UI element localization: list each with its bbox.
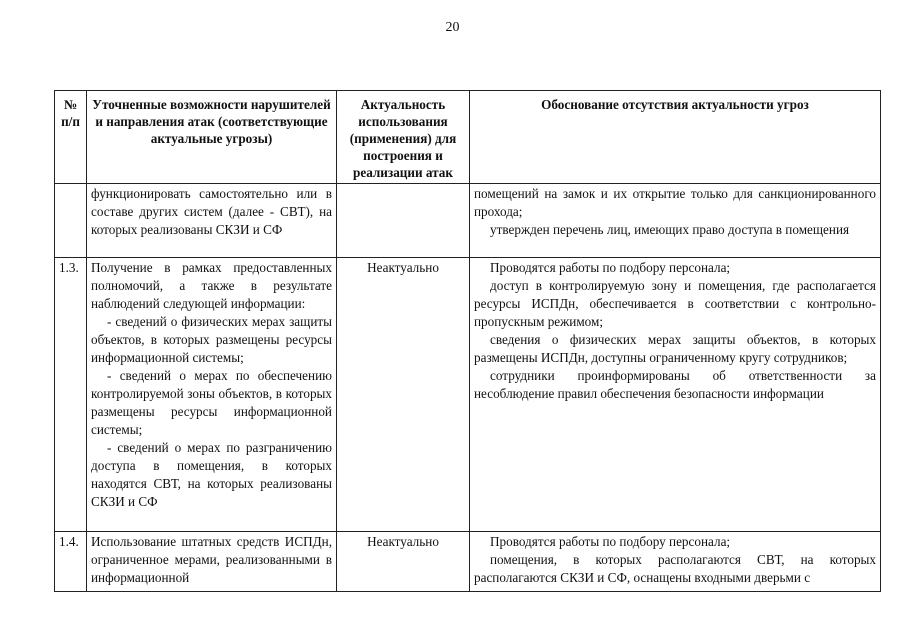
table-row [55, 532, 881, 592]
capabilities-text: Получение в рамках предоставленных полномочий, а также в результате наблюдений следующей информации: [91, 260, 332, 311]
row-capabilities [87, 532, 337, 592]
justification-text: сведения о физических мерах защиты объектов, в которых размещены ИСПДн, доступны ограниченному кругу сотрудников; [474, 332, 876, 365]
row-actuality: Неактуально [337, 532, 470, 592]
justification-text: помещения, в которых располагаются СВТ, на которых располагаются СКЗИ и СФ, оснащены входными дверьми с [474, 552, 876, 585]
row-justification [470, 258, 881, 532]
row-number: 1.4. [55, 532, 87, 592]
justification-text: сотрудники проинформированы об ответственности за несоблюдение правил обеспечения безопасности информации [474, 368, 876, 401]
table-row [55, 258, 881, 532]
justification-text: утвержден перечень лиц, имеющих право доступа в помещения [490, 222, 850, 237]
capabilities-text: функционировать самостоятельно или в составе других систем (далее - СВТ), на которых реализованы СКЗИ и СФ [91, 186, 332, 237]
header-capabilities: Уточненные возможности нарушителей и направления атак (соответствующие актуальные угрозы) [87, 91, 337, 184]
capabilities-text: Использование штатных средств ИСПДн, ограниченное мерами, реализованными в информационной [91, 534, 332, 585]
row-capabilities [87, 184, 337, 258]
row-actuality: Неактуально [337, 258, 470, 532]
row-number [55, 184, 87, 258]
row-number: 1.3. [55, 258, 87, 532]
justification-text: доступ в контролируемую зону и помещения, где располагается ресурсы ИСПДн, обеспечивается в соответствии с контрольно-пропускным режимом; [474, 278, 876, 329]
capabilities-text: - сведений о физических мерах защиты объектов, в которых размещены ресурсы информационной системы; [91, 314, 332, 365]
justification-text: Проводятся работы по подбору персонала; [490, 534, 731, 549]
row-actuality [337, 184, 470, 258]
row-justification [470, 184, 881, 258]
justification-text: Проводятся работы по подбору персонала; [490, 260, 731, 275]
row-justification [470, 532, 881, 592]
table-header-row [55, 91, 881, 184]
header-actuality: Актуальность использования (применения) для построения и реализации атак [337, 91, 470, 184]
header-num: № п/п [55, 91, 87, 184]
header-justification: Обоснование отсутствия актуальности угроз [470, 91, 881, 184]
row-capabilities [87, 258, 337, 532]
capabilities-text: - сведений о мерах по обеспечению контролируемой зоны объектов, в которых размещены ресурсы информационной системы; [91, 368, 332, 437]
threats-table [54, 90, 881, 592]
page-number: 20 [445, 20, 460, 35]
table-row [55, 184, 881, 258]
justification-text: помещений на замок и их открытие только для санкционированного прохода; [474, 186, 876, 219]
capabilities-text: - сведений о мерах по разграничению доступа в помещения, в которых находятся СВТ, на которых реализованы СКЗИ и СФ [91, 440, 332, 509]
